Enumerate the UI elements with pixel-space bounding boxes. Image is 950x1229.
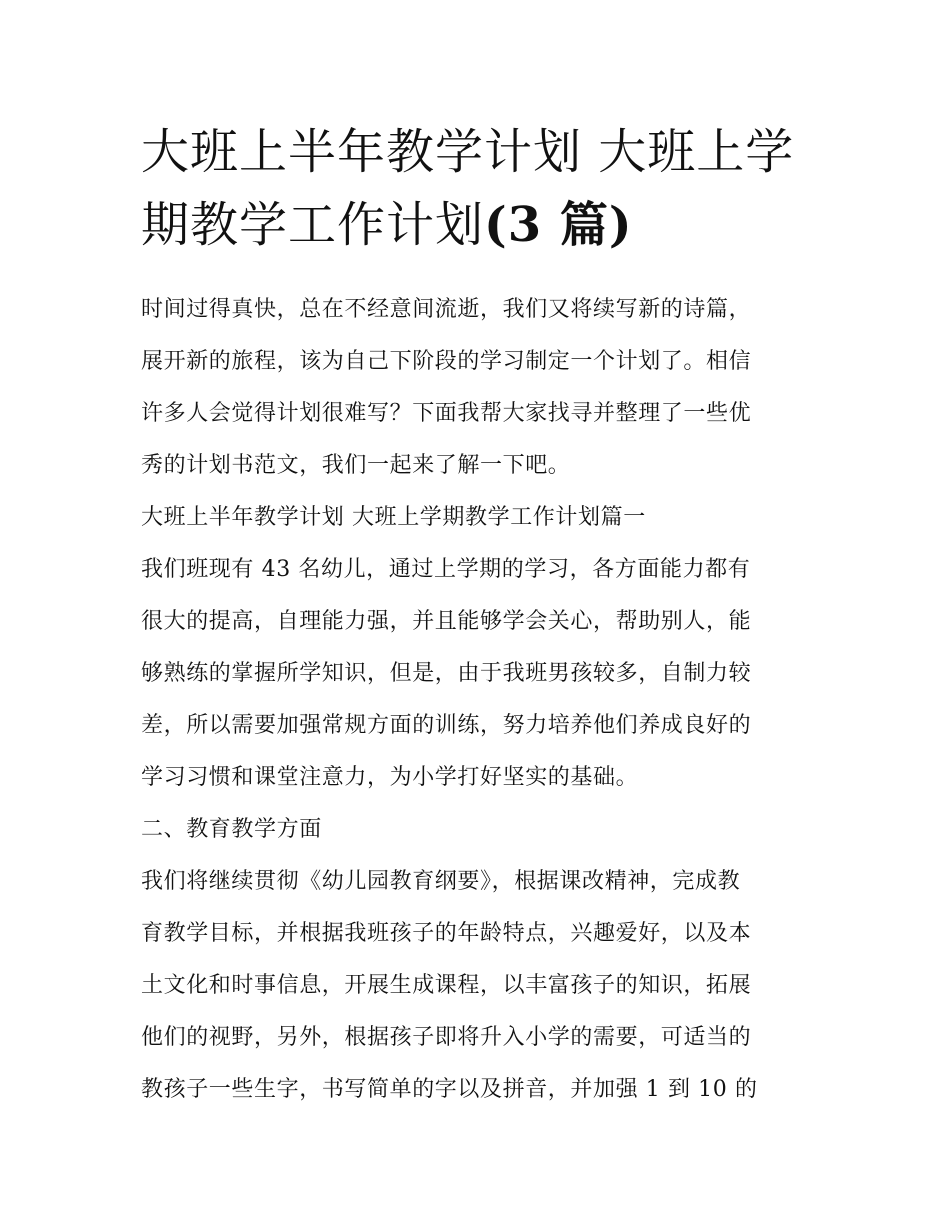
- intro-paragraph: [141, 284, 821, 492]
- text-line: 够熟练的掌握所学知识，但是，由于我班男孩较多，自制力较: [141, 661, 752, 686]
- text-line: 很大的提高，自理能力强，并且能够学会关心，帮助别人，能: [141, 609, 752, 634]
- text-line: 育教学目标，并根据我班孩子的年龄特点，兴趣爱好，以及本: [141, 921, 752, 946]
- text-line: 二、教育教学方面: [141, 817, 322, 842]
- text-line: 我们班现有 43 名幼儿，通过上学期的学习，各方面能力都有: [141, 557, 751, 582]
- text-line: 大班上半年教学计划 大班上学期教学工作计划篇一: [141, 505, 646, 530]
- title-count: (3 篇): [484, 197, 633, 253]
- text-line: 秀的计划书范文，我们一起来了解一下吧。: [141, 453, 571, 478]
- document-page: [141, 116, 821, 1116]
- title-line-text: 期教学工作计划: [141, 197, 485, 253]
- teaching-paragraph: [141, 856, 821, 1116]
- text-line: 他们的视野，另外，根据孩子即将升入小学的需要，可适当的: [141, 1025, 752, 1050]
- text-line: 我们将继续贯彻《幼儿园教育纲要》，根据课改精神，完成教: [141, 869, 741, 894]
- subsection-heading: [141, 804, 821, 856]
- text-line: 土文化和时事信息，开展生成课程，以丰富孩子的知识，拓展: [141, 973, 752, 998]
- class-overview-paragraph: [141, 544, 821, 804]
- text-line: 时间过得真快，总在不经意间流逝，我们又将续写新的诗篇，: [141, 297, 752, 322]
- section-heading: [141, 492, 821, 544]
- title-line: 大班上半年教学计划 大班上学: [141, 124, 795, 180]
- text-line: 展开新的旅程，该为自己下阶段的学习制定一个计划了。相信: [141, 349, 752, 374]
- text-line: 许多人会觉得计划很难写？下面我帮大家找寻并整理了一些优: [141, 401, 752, 426]
- text-line: 教孩子一些生字，书写简单的字以及拼音，并加强 1 到 10 的: [141, 1077, 758, 1102]
- title-line: [141, 189, 821, 262]
- document-title: [141, 116, 821, 262]
- text-line: 学习习惯和课堂注意力，为小学打好坚实的基础。: [141, 765, 639, 790]
- document-body: [141, 284, 821, 1116]
- text-line: 差，所以需要加强常规方面的训练，努力培养他们养成良好的: [141, 713, 752, 738]
